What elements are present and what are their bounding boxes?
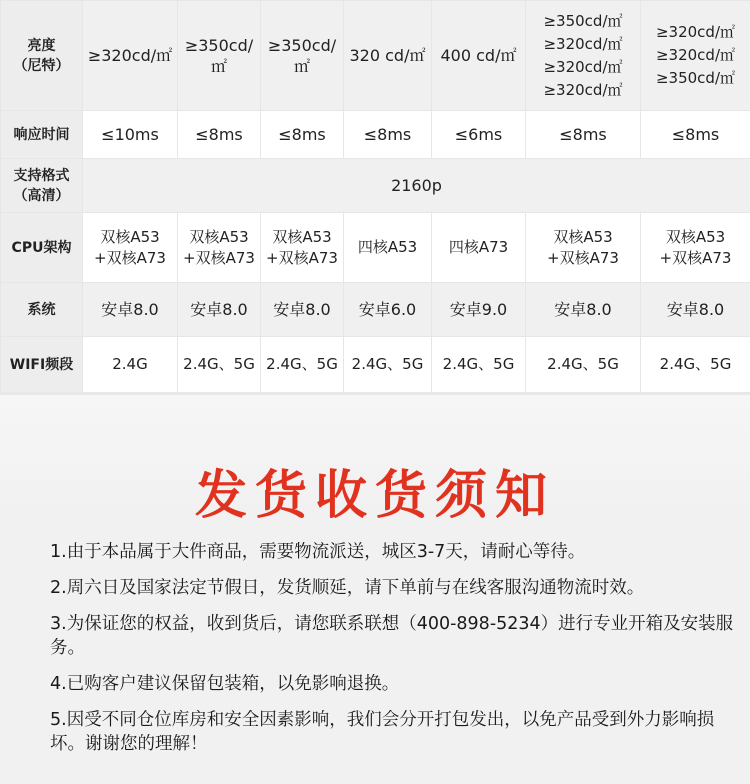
wifi-cell-3: 2.4G、5G	[261, 337, 344, 393]
os-cell-2: 安卓8.0	[178, 283, 261, 337]
cpu-row	[1, 213, 750, 283]
wifi-cell-6: 2.4G、5G	[526, 337, 641, 393]
response-cell-7: ≤8ms	[641, 111, 750, 159]
response-cell-5: ≤6ms	[432, 111, 526, 159]
cpu-cell-5: 四核A73	[432, 213, 526, 283]
cpu-label: CPU架构	[1, 213, 83, 283]
response-label: 响应时间	[1, 111, 83, 159]
response-cell-3: ≤8ms	[261, 111, 344, 159]
notice-item-2: 2.周六日及国家法定节假日，发货顺延，请下单前与在线客服沟通物流时效。	[50, 576, 740, 600]
brightness-cell-2: ≥350cd/㎡	[178, 1, 261, 111]
wifi-cell-1: 2.4G	[83, 337, 178, 393]
notice-item-5: 5.因受不同仓位库房和安全因素影响，我们会分开打包发出，以免产品受到外力影响损坏。谢谢您的理解！	[50, 708, 740, 756]
format-value: 2160p	[83, 159, 750, 213]
wifi-cell-5: 2.4G、5G	[432, 337, 526, 393]
wifi-cell-2: 2.4G、5G	[178, 337, 261, 393]
brightness-label: 亮度 （尼特）	[1, 1, 83, 111]
brightness-cell-4: 320 cd/㎡	[344, 1, 432, 111]
notice-item-3: 3.为保证您的权益，收到货后，请您联系联想（400-898-5234）进行专业开箱及安装服务。	[50, 612, 740, 660]
os-label: 系统	[1, 283, 83, 337]
os-cell-7: 安卓8.0	[641, 283, 750, 337]
response-row	[1, 111, 750, 159]
cpu-cell-7: 双核A53 +双核A73	[641, 213, 750, 283]
brightness-cell-1: ≥320cd/㎡	[83, 1, 178, 111]
response-cell-2: ≤8ms	[178, 111, 261, 159]
notice-list	[50, 540, 740, 768]
response-cell-4: ≤8ms	[344, 111, 432, 159]
brightness-cell-6: ≥350cd/㎡ ≥320cd/㎡ ≥320cd/㎡ ≥320cd/㎡	[526, 1, 641, 111]
os-cell-1: 安卓8.0	[83, 283, 178, 337]
cpu-cell-6: 双核A53 +双核A73	[526, 213, 641, 283]
notice-title: 发货收货须知	[0, 453, 750, 528]
brightness-cell-7: ≥320cd/㎡ ≥320cd/㎡ ≥350cd/㎡	[641, 1, 750, 111]
response-cell-1: ≤10ms	[83, 111, 178, 159]
cpu-cell-1: 双核A53 +双核A73	[83, 213, 178, 283]
os-cell-4: 安卓6.0	[344, 283, 432, 337]
shipping-notice	[0, 393, 750, 784]
brightness-row	[1, 1, 750, 111]
wifi-cell-7: 2.4G、5G	[641, 337, 750, 393]
notice-item-4: 4.已购客户建议保留包装箱，以免影响退换。	[50, 672, 740, 696]
cpu-cell-2: 双核A53 +双核A73	[178, 213, 261, 283]
os-row	[1, 283, 750, 337]
format-label: 支持格式 （高清）	[1, 159, 83, 213]
wifi-row	[1, 337, 750, 393]
response-cell-6: ≤8ms	[526, 111, 641, 159]
brightness-cell-3: ≥350cd/㎡	[261, 1, 344, 111]
wifi-label: WIFI频段	[1, 337, 83, 393]
format-row	[1, 159, 750, 213]
wifi-cell-4: 2.4G、5G	[344, 337, 432, 393]
os-cell-5: 安卓9.0	[432, 283, 526, 337]
cpu-cell-3: 双核A53 +双核A73	[261, 213, 344, 283]
notice-item-1: 1.由于本品属于大件商品，需要物流派送，城区3-7天，请耐心等待。	[50, 540, 740, 564]
brightness-cell-5: 400 cd/㎡	[432, 1, 526, 111]
cpu-cell-4: 四核A53	[344, 213, 432, 283]
os-cell-3: 安卓8.0	[261, 283, 344, 337]
os-cell-6: 安卓8.0	[526, 283, 641, 337]
